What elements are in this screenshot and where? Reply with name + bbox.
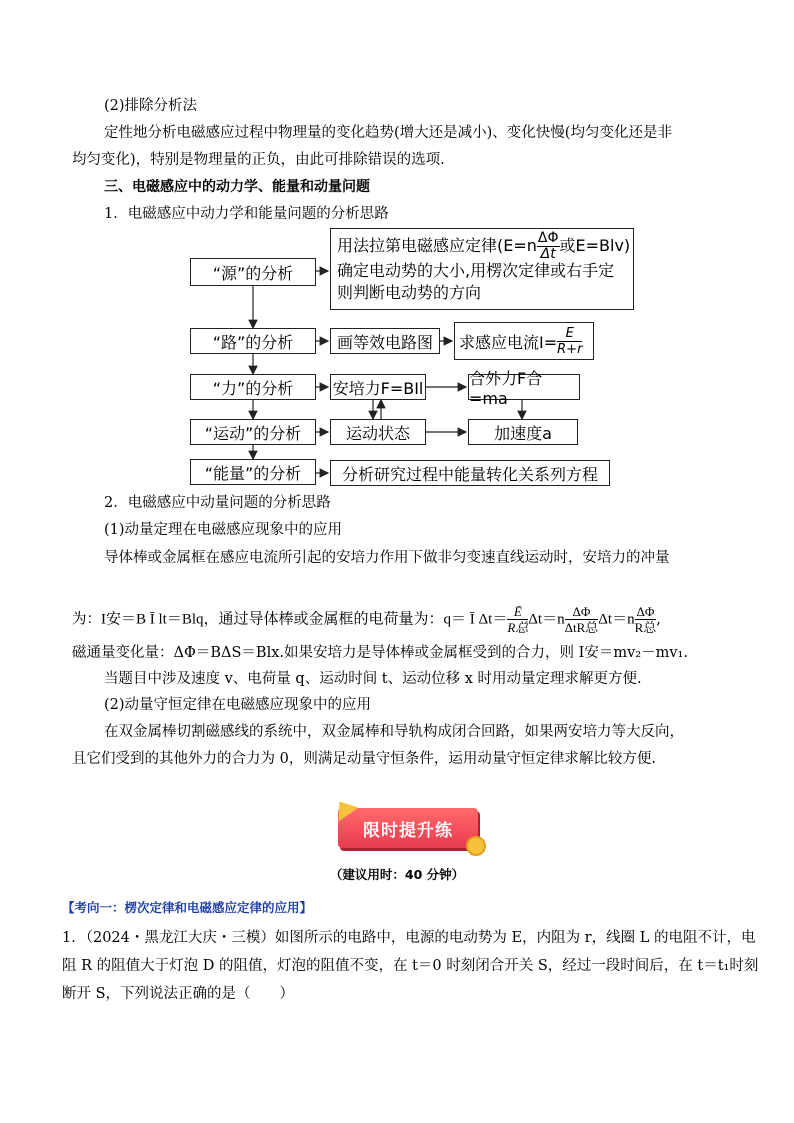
practice-banner bbox=[338, 808, 478, 848]
banner-label: 限时提升练 bbox=[363, 820, 453, 841]
momentum-theorem-title: (1)动量定理在电磁感应现象中的应用 bbox=[104, 522, 343, 538]
flow-circuit-path: “路”的分析 bbox=[190, 328, 316, 354]
banner-flag-icon bbox=[330, 795, 359, 822]
when-to-use-line: 当题目中涉及速度 v、电荷量 q、运动时间 t、运动位移 x 时用动量定理求解更方便. bbox=[104, 671, 642, 687]
flow-force: “力”的分析 bbox=[190, 374, 316, 400]
source-line-3: 确定电动势的大小,用楞次定律或右手定 bbox=[337, 261, 615, 280]
impulse-line: 为：I安＝B Ī lt＝Blq，通过导体棒或金属框的电荷量为：q＝ Ī Δt＝ $\frac{Ē}{\text{R总}}$ Δt＝n $\frac{\Delta\Phi}{\text{ΔtR总}}$ Δt＝n $\frac{\Delta\Phi}{\text{R总}}$ , bbox=[72, 604, 661, 635]
flow-ampere-force: 安培力F=BIl bbox=[330, 374, 426, 400]
conservation-title: (2)动量守恒定律在电磁感应现象中的应用 bbox=[104, 697, 372, 713]
source-line-1: 用法拉第电磁感应定律(E=n bbox=[337, 236, 537, 255]
method-text-2: 均匀变化)，特别是物理量的正负，由此可排除错误的选项. bbox=[72, 152, 445, 168]
flow-equivalent-circuit: 画等效电路图 bbox=[330, 328, 440, 354]
emf-fraction: $\frac{\Delta\Phi}{\Delta t}$ bbox=[537, 230, 559, 262]
flow-motion: “运动”的分析 bbox=[190, 419, 316, 445]
time-hint: （建议用时：40 分钟） bbox=[329, 867, 465, 882]
subsection-2: 2．电磁感应中动量问题的分析思路 bbox=[104, 495, 331, 511]
current-label: 求感应电流I= bbox=[459, 332, 558, 352]
flux-fraction-1: $\frac{\Delta\Phi}{\text{ΔtR总}}$ bbox=[564, 604, 599, 635]
question-1-line-2: 阻 R 的阻值大于灯泡 D 的阻值，灯泡的阻值不变，在 t＝0 时刻闭合开关 S，经过一段时间后，在 t＝t₁时刻 bbox=[62, 958, 759, 974]
flow-source: “源”的分析 bbox=[190, 258, 316, 286]
impulse-expression: I安＝B Ī lt＝Blq，通过导体棒或金属框的电荷量为：q＝ Ī Δt＝ bbox=[101, 611, 508, 628]
charge-fraction: $\frac{Ē}{\text{R总}}$ bbox=[507, 604, 529, 635]
source-line-4: 则判断电动势的方向 bbox=[337, 283, 482, 302]
method-title: (2)排除分析法 bbox=[104, 98, 198, 114]
method-text-1: 定性地分析电磁感应过程中物理量的变化趋势(增大还是减小)、变化快慢(均匀变化还是非 bbox=[104, 125, 672, 141]
subsection-1: 1．电磁感应中动力学和能量问题的分析思路 bbox=[104, 206, 389, 222]
flow-energy: “能量”的分析 bbox=[190, 459, 316, 485]
flow-net-force: 合外力F合=ma bbox=[468, 374, 580, 400]
flow-source-detail bbox=[330, 228, 634, 310]
question-1-line-1: 1．（2024・黑龙江大庆・三模）如图所示的电路中，电源的电动势为 E，内阻为 r，线圈 L 的电阻不计，电 bbox=[62, 930, 756, 946]
flow-energy-equation: 分析研究过程中能量转化关系列方程 bbox=[330, 460, 610, 486]
section-title: 三、电磁感应中的动力学、能量和动量问题 bbox=[104, 179, 370, 195]
flow-induced-current bbox=[454, 322, 594, 360]
flow-acceleration: 加速度a bbox=[468, 419, 578, 445]
question-1-line-3: 断开 S，下列说法正确的是（ ） bbox=[62, 986, 295, 1002]
flux-change-line: 磁通量变化量：ΔΦ＝BΔS＝Blx.如果安培力是导体棒或金属框受到的合力，则 I安＝mv₂－mv₁. bbox=[72, 645, 688, 661]
flux-fraction-2: $\frac{\Delta\Phi}{\text{R总}}$ bbox=[634, 604, 657, 635]
momentum-theorem-text: 导体棒或金属框在感应电流所引起的安培力作用下做非匀变速直线运动时，安培力的冲量 bbox=[104, 550, 670, 566]
conservation-text-1: 在双金属棒切割磁感线的系统中，双金属棒和导轨构成闭合回路，如果两安培力等大反向， bbox=[104, 724, 684, 740]
flow-motion-state: 运动状态 bbox=[330, 419, 426, 445]
conservation-text-2: 且它们受到的其他外力的合力为 0，则满足动量守恒条件，运用动量守恒定律求解比较方便. bbox=[72, 751, 656, 767]
current-fraction: $\frac{E}{R+r}$ bbox=[557, 325, 583, 357]
banner-coin-icon bbox=[466, 836, 486, 856]
topic-heading: 【考向一：楞次定律和电磁感应定律的应用】 bbox=[62, 900, 313, 915]
source-line-2: 或E=Blv) bbox=[559, 236, 631, 255]
